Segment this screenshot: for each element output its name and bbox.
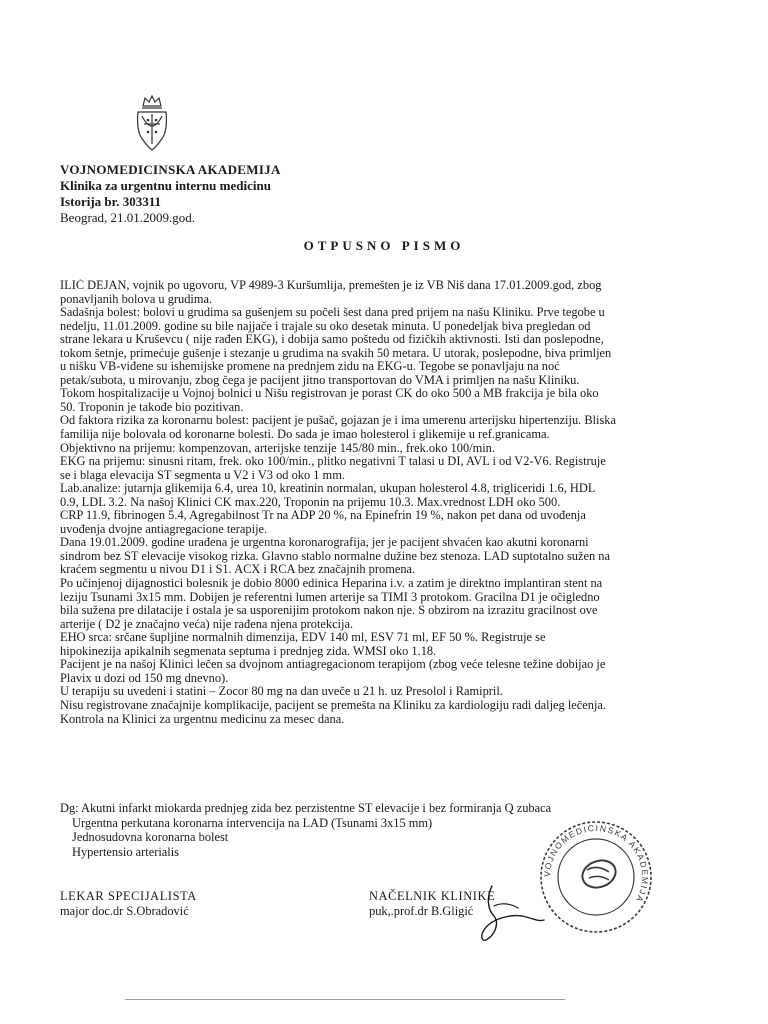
handwritten-signature <box>428 880 548 950</box>
body-line: EKG na prijemu: sinusni ritam, frek. oko 100/min., plitko negativni T talasi u DI, AVL i od V2-V6. Registruje <box>60 455 606 469</box>
institution-name: VOJNOMEDICINSKA AKADEMIJA <box>60 162 281 177</box>
body-line: Objektivno na prijemu: kompenzovan, arterijske tenzije 145/80 min., frek.oko 100/min. <box>60 441 495 455</box>
serbian-coat-of-arms-icon <box>133 92 171 154</box>
body-line: sindrom bez ST elevacije visokog rizka. Glavno stablo normalne dužine bez stenoza. LAD suptotalno sužen na <box>60 549 610 563</box>
page-bottom-rule <box>125 999 565 1000</box>
body-line: bila sužena pre dilatacije i ostala je sa usporenijim protokom nakon nje. S obzirom na izrazitu gracilnost ove <box>60 604 598 618</box>
body-line: Dana 19.01.2009. godine urađena je urgentna koronarografija, jer je pacijent shvaćen kao akutni koronarni <box>60 536 589 550</box>
body-line: CRP 11.9, fibrinogen 5.4, Agregabilnost Tr na ADP 20 %, na Epinefrin 19 %, nakon pet dana od uvođenja <box>60 509 586 523</box>
history-number: Istorija br. 303311 <box>60 194 161 209</box>
body-line: strane lekara u Kruševcu ( nije rađen EKG), i dobija samo poštedu od fizičkih aktivnosti. Isti dan poslepodne, <box>60 333 604 347</box>
body-line: arterije ( D2 je značajno veća) nije rađena njena protekcija. <box>60 617 354 631</box>
body-line: kraćem segmentu u nivou D1 i S1. ACX i RCA bez značajnih promena. <box>60 563 416 577</box>
diagnosis-line: Akutni infarkt miokarda prednjeg zida bez perzistentne ST elevacije i bez formiranja Q zubaca <box>81 801 552 815</box>
letterhead <box>60 162 281 226</box>
body-line: uvođenja dvojne antiagregacione terapije. <box>60 522 268 536</box>
official-stamp <box>537 818 655 936</box>
body-line: EHO srca: srčane šupljine normalnih dimenzija, EDV 140 ml, ESV 71 ml, EF 50 %. Registruje se <box>60 631 546 645</box>
body-line: Kontrola na Klinici za urgentnu medicinu za mesec dana. <box>60 712 345 726</box>
diagnosis-label: Dg: <box>60 801 79 815</box>
body-line: familija nije bolovala od koronarne bolesti. Do sada je imao holesterol i glikemije u ref.granicama. <box>60 428 550 442</box>
diagnosis-block <box>60 801 551 859</box>
specialist-name: major doc.dr S.Obradović <box>60 904 189 918</box>
diagnosis-line: Hypertensio arterialis <box>72 844 180 859</box>
body-line: Po učinjenoj dijagnostici bolesnik je dobio 8000 edinica Heparina i.v. a zatim je direktno implantiran stent na <box>60 577 603 591</box>
signature-specialist <box>60 889 197 919</box>
body-line: Lab.analize: jutarnja glikemija 6.4, urea 10, kreatinin normalan, ukupan holesterol 4.8, trigliceridi 1.6, HDL <box>60 482 596 496</box>
head-of-clinic-name: puk,.prof.dr B.Gligić <box>369 904 474 918</box>
diagnosis-line: Urgentna perkutana koronarna intervencija na LAD (Tsunami 3x15 mm) <box>72 815 433 830</box>
body-line: se i blaga elevacija ST segmenta u V2 i V3 od oko 1 mm. <box>60 468 345 482</box>
body-line: Sadašnja bolest: bolovi u grudima sa gušenjem su počeli šest dana pred prijem na našu Kliniku. Prve tegobe u <box>60 306 605 320</box>
body-line: 50. Troponin je takođe bio pozitivan. <box>60 400 244 414</box>
diagnosis-line: Jednosudovna koronarna bolest <box>72 830 229 844</box>
document-title: OTPUSNO PISMO <box>303 238 465 253</box>
body-line: Plavix u dozi od 150 mg dnevno). <box>60 671 229 685</box>
body-line: Od faktora rizika za koronarnu bolest: pacijent je pušač, gojazan je i ima umerenu arterijsku hipertenziju. Bliska <box>60 414 616 428</box>
body-line: U terapiju su uvedeni i statini – Zocor 80 mg na dan uveče u 21 h. uz Presolol i Ramipril. <box>60 685 503 699</box>
body-line: Tokom hospitalizacije u Vojnoj bolnici u Nišu registrovan je porast CK do oko 500 a MB frakcija je bila oko <box>60 387 599 401</box>
svg-text:VOJNOMEDICINSKA AKADEMIJA <box>542 823 650 905</box>
body-line: ILIĆ DEJAN, vojnik po ugovoru, VP 4989-3 Kuršumlija, premešten je iz VB Niš dana 17.01.2009.god, zbog <box>60 279 602 292</box>
body-line: leziju Tsunami 3x15 mm. Dobijen je referentni lumen arterije sa TIMI 3 protokom. Gracilna D1 je očigledno <box>60 590 600 604</box>
body-line: nedelju, 11.01.2009. godine su bile najjače i trajale su oko desetak minuta. U ponedeljak biva pregledan od <box>60 319 591 333</box>
body-line: ponavljanih bolova u grudima. <box>60 292 213 306</box>
body-line: hipokinezija apikalnih segmenata septuma i prednjeg zida. WMSI oko 1.18. <box>60 644 437 658</box>
body-line: 0.9, LDL 3.2. Na našoj Klinici CK max.220, Troponin na prijemu 10.3. Max.vrednost LDH oko 500. <box>60 495 561 509</box>
head-of-clinic-title: NAČELNIK KLINIKE <box>369 889 496 903</box>
clinic-name: Klinika za urgentnu internu medicinu <box>60 178 271 193</box>
body-line: u nišku VB-viđene su ishemijske promene na prednjem zidu na EKG-u. Tegobe se ponavljaju na noć <box>60 360 560 374</box>
body-line: petak/subota, u mirovanju, zbog čega je pacijent jitno transportovan do VMA i primljen na našu Kliniku. <box>60 373 580 387</box>
stamp-ring-text: VOJNOMEDICINSKA AKADEMIJA <box>541 822 651 905</box>
body-line: Pacijent je na našoj Klinici lečen sa dvojnom antiagregacionom terapijom (zbog veće telesne težine dobijao je <box>60 658 606 672</box>
specialist-title: LEKAR SPECIJALISTA <box>60 889 197 903</box>
body-line: tokom šetnje, primećuje gušenje i stezanje u grudima na svakih 50 metara. U utorak, poslepodne, biva primljen <box>60 346 612 360</box>
body-line: Nisu registrovane značajnije komplikacije, pacijent se premešta na Kliniku za kardiologiju radi daljeg lečenja. <box>60 698 607 712</box>
place-date: Beograd, 21.01.2009.god. <box>60 210 196 225</box>
letter-body <box>60 279 715 726</box>
